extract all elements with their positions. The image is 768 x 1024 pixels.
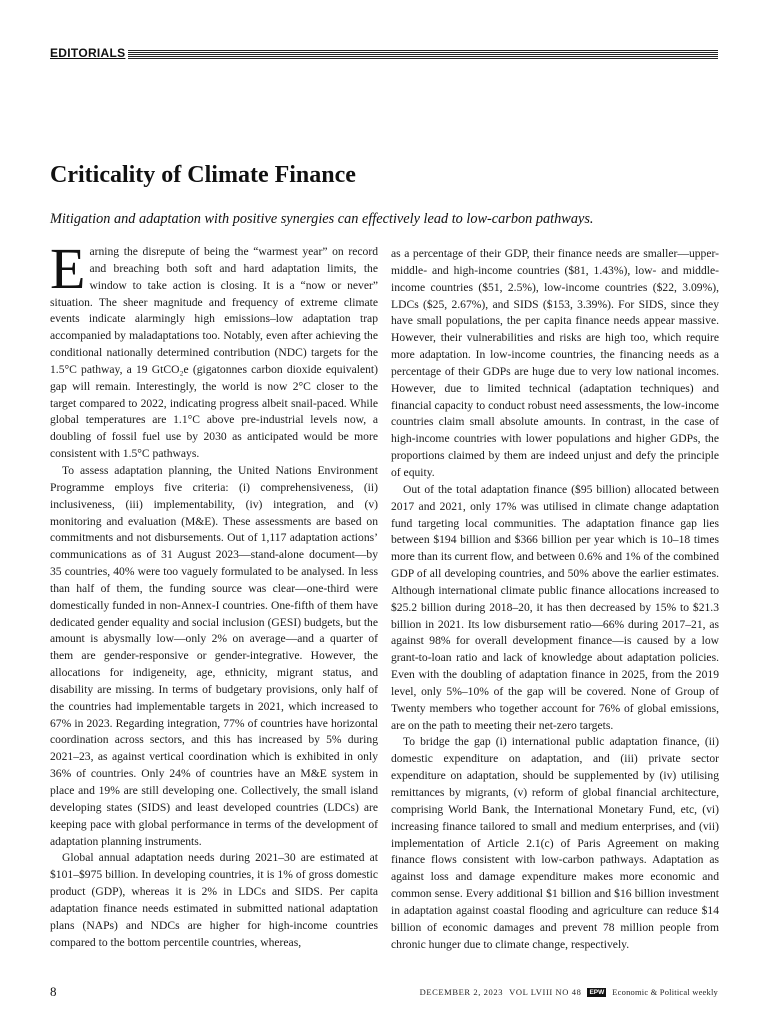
paragraph: To assess adaptation planning, the United Nations Environment Programme employs five criteria: (i) comprehensiveness, (ii) inclusiveness, (iii) implementability, (iv) integration, and (v) monitoring and evaluation (M&E). These assessments are based on commitments and not disbursements. Out of 1,117 adaptation actions’ communications as of 31 August 2023—stand-alone document—by 35 countries, 40% were too vaguely formulated to be analysed. In less than half of them, the funding source was clear—one-third were domestically funded in non-Annex-I countries. One-fifth of them have dedicated gender equality and social inclusion (GESI) budgets, but the amount is abysmally low—only 2% on average—and a quarter of them are gender-responsive or gender-integrative. However, the allocations for indigeneity, age, ethnicity, migrant status, and disability are missing. In terms of budgetary provisions, only half of the countries had implementable targets in 2021, which increased to 67% in 2023. Regarding integration, 77% of countries have horizontal coordination across sectors, and this has increased by 5% during 2021–23, as against vertical coordination which is exhibited in only 36% of countries. Only 24% of countries have an M&E system in place and 19% are still developing one. Collectively, the small island developing states (SIDS) and least developed countries (LDCs) are keeping pace with global performance in terms of the development of adaptation planning instruments. (50, 463, 378, 848)
paragraph: as a percentage of their GDP, their finance needs are smaller—upper-middle- and high-income countries ($81, 1.43%), low- and middle-income countries ($51, 2.5%), low-income countries ($22, 3.09%), LDCs ($25, 2.67%), and SIDS ($153, 3.39%). For SIDS, since they have small populations, the per capita finance needs appear massive. However, their vulnerabilities and risks are high too, which require more adaptation. In low-income countries, the financing needs as a percentage of their GDPs are huge due to very low national incomes. However, due to limited technical (adaptation techniques) and financial capacity to conduct robust need assessments, the low-income countries claim small absolute amounts. In contrast, in the case of high-income countries with lower populations and higher GDPs, the proportions claimed by them are indeed unjust and defy the principle of equity. (391, 247, 719, 479)
journal-name: Economic & Political weekly (612, 987, 718, 997)
section-label: EDITORIALS (50, 46, 126, 60)
issue-date: DECEMBER 2, 2023 (419, 987, 504, 997)
article-deck: Mitigation and adaptation with positive synergies can effectively lead to low-carbon pathways. (50, 211, 594, 227)
epw-logo: EPW (589, 988, 605, 996)
paragraph (50, 236, 378, 463)
paragraph-text: arning the disrepute of being the “warmest year” on record and breaching both soft and hard adaptation limits, the window to take action is closing. It is a “now or never” situation. The sheer magnitude and frequency of extreme climate events indicate alarmingly high emissions–low adaptation trap accompanied by maladaptations too. Notably, even after achieving the conditional nationally determined contribution (NDC) targets for the 1.5°C pathway, a 19 GtCO₂e (gigatonnes carbon dioxide equivalent) gap will remain. Interestingly, the world is now 2°C closer to the target compared to 2022, indicating progress albeit snail-paced. While global temperatures are 1.1°C above pre-industrial levels now, a doubling of fossil fuel use by 2030 as anticipated would be more consistent with 1.5°C pathways. (50, 245, 378, 461)
drop-cap: E (50, 236, 86, 301)
paragraph: Out of the total adaptation finance ($95 billion) allocated between 2017 and 2021, only 17% was utilised in climate change adaptation fund targeting local communities. The adaptation finance gap lies between $194 billion and $366 billion per year which is 10–18 times more than its current flow, and between 0.6% and 1% of the combined GDP of all developing countries, and 50% above the earlier estimates. Although international climate public finance allocations increased to $25.2 billion during 2018–20, it has then decreased by 15% to $21.3 billion in 2021. Its low disbursement ratio—66% during 2017–21, as against 98% for overall development finance—is caused by a low grant-to-loan ratio and lack of knowledge about adaptation policies. Even with the doubling of adaptation finance in 2025, from the 2019 level, only 5%–10% of the gap will be covered. None of Group of Twenty members who together account for 76% of global emissions, are on the path to meeting their net-zero targets. (391, 482, 719, 732)
paragraph: Global annual adaptation needs during 2021–30 are estimated at $101–$975 billion. In developing countries, it is 1% of gross domestic product (GDP), whereas it is 2% in LDCs and SIDS. Per capita adaptation finance needs estimated in submitted national adaptation plans (NAPs) and NDCs are higher for high-income countries compared to the bottom percentile countries, whereas, (50, 851, 378, 949)
page-number: 8 (50, 984, 57, 999)
left-column (50, 236, 378, 951)
paragraph: To bridge the gap (i) international public adaptation finance, (ii) domestic expenditure on adaptation, and (iii) private sector expenditure on adaptation, should be supplemented by (iv) utilising remittances by migrants, (v) reform of global financial architecture, comprising World Bank, the International Monetary Fund, etc, (vi) increasing finance tailored to small and medium enterprises, and (vii) implementation of Article 2.1(c) of Paris Agreement on making finance flows consistent with low-carbon pathways. Adaptation as against loss and damage expenditure makes more economic and common sense. Every additional $1 billion and $16 billion investment in adaptation against coastal flooding and agriculture can reduce $14 billion of economic damages and prevent 78 million people from chronic hunger due to climate change, respectively. (391, 735, 719, 951)
footer-issue-info (420, 987, 718, 997)
page-footer (50, 984, 718, 1000)
section-header (50, 44, 718, 62)
issue-volume: VOL LVIII NO 48 (509, 987, 582, 997)
article-title: Criticality of Climate Finance (50, 162, 356, 188)
right-column (391, 246, 719, 953)
header-rule (128, 50, 718, 59)
